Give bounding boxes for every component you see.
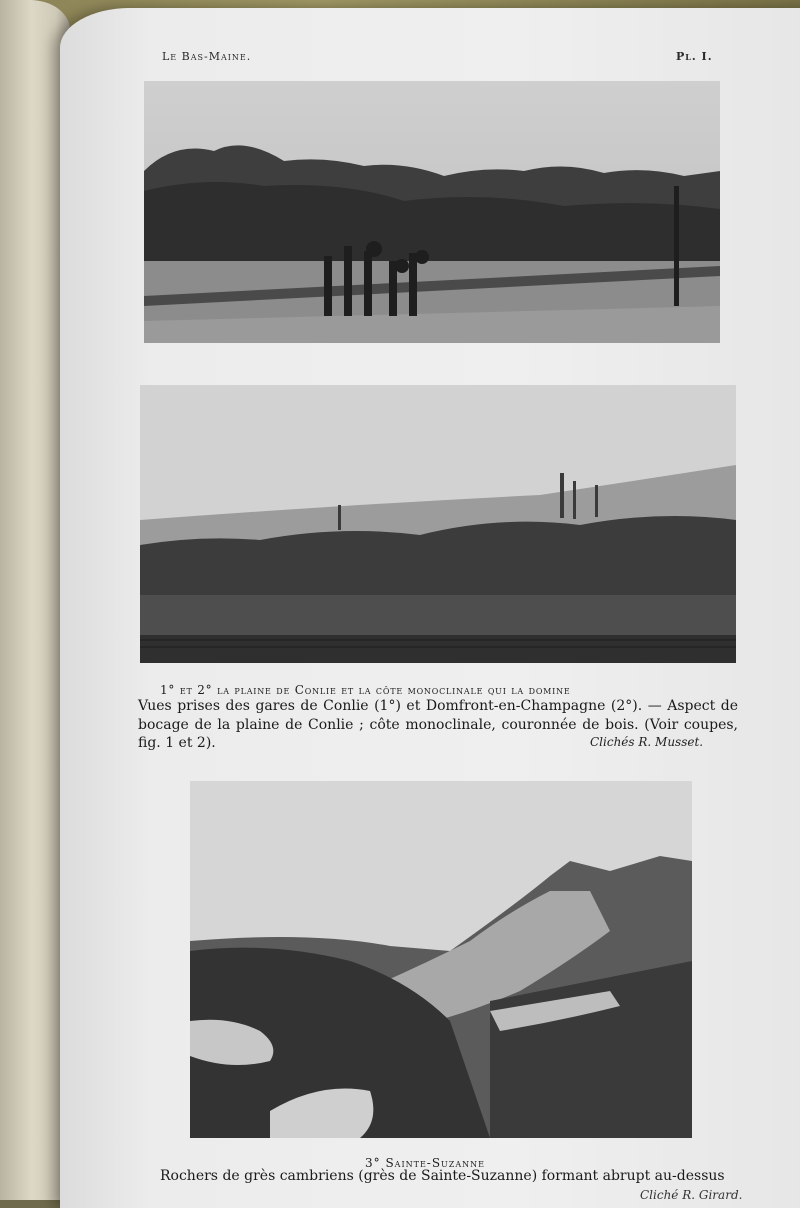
caption-title-3: 3° Sainte-Suzanne [365, 1156, 485, 1170]
photo-sainte-suzanne [190, 781, 692, 1138]
caption-credit-3: Cliché R. Girard. [640, 1188, 743, 1202]
photo-conlie-station [144, 81, 720, 343]
plate-number: Pl. I. [676, 50, 713, 63]
running-head-title: Le Bas-Maine. [162, 50, 252, 63]
photo-domfront-ridge [140, 385, 736, 663]
caption-body-1-2: Vues prises des gares de Conlie (1°) et Domfront-en-Champagne (2°). — Aspect de bocage de la plaine de Conlie ; côte monoclinale, couronnée de bois. (Voir coupes, fig. 1 et 2). [138, 698, 738, 751]
caption-credit-1-2: Clichés R. Musset. [590, 735, 704, 749]
caption-title-1-2 [160, 683, 740, 697]
caption-body-3: Rochers de grès cambriens (grès de Sainte-Suzanne) formant abrupt au-dessus [160, 1168, 725, 1184]
caption-title-text: 1° et 2° la plaine de Conlie et la côte monoclinale qui la domine [160, 683, 571, 697]
